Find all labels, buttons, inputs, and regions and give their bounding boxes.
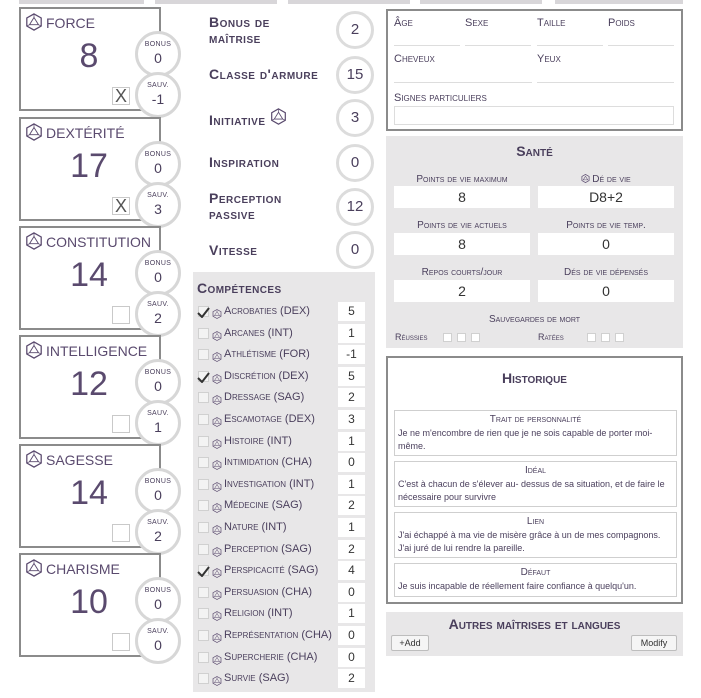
skill-row (193, 496, 375, 516)
stat-value[interactable]: 12 (336, 188, 374, 226)
save-value: 2 (154, 528, 162, 544)
save-label: SAUV. (147, 82, 169, 89)
poids-label: Poids (608, 17, 635, 29)
skill-value[interactable]: 1 (338, 324, 365, 343)
skill-proficiency-checkbox[interactable] (198, 392, 209, 403)
skill-row (193, 604, 375, 624)
ideal-card[interactable] (394, 461, 677, 507)
ability-name: CONSTITUTION (46, 234, 151, 250)
bonus-label: BONUS (144, 151, 172, 158)
skill-name: Escamotage (DEX) (224, 413, 315, 425)
skill-name: Athlétisme (FOR) (224, 348, 310, 361)
sexe-label: Sexe (465, 17, 489, 29)
lien-title: Lien (526, 516, 545, 527)
ability-name: INTELLIGENCE (46, 343, 148, 359)
ability-name: SAGESSE (46, 452, 113, 468)
stat-label: Bonus de maîtrise (209, 14, 270, 46)
skill-proficiency-checkbox[interactable] (198, 608, 209, 619)
skill-proficiency-checkbox[interactable] (198, 349, 209, 360)
taille-label: Taille (537, 17, 566, 29)
skill-row (193, 302, 375, 322)
d20-icon (212, 676, 222, 686)
save-value: 1 (154, 419, 162, 435)
d20-icon (25, 232, 43, 250)
pv-max-label: Points de vie maximum (416, 174, 508, 185)
bonus-value: 0 (154, 596, 162, 612)
skill-row (193, 410, 375, 430)
save-proficiency-checkbox[interactable] (112, 306, 130, 324)
skill-value[interactable]: 0 (338, 583, 365, 602)
tab-strip-2[interactable] (155, 0, 277, 4)
taille-field[interactable] (537, 45, 603, 46)
skill-proficiency-checkbox[interactable] (198, 328, 209, 339)
yeux-field[interactable] (537, 82, 674, 83)
save-proficiency-checkbox[interactable] (112, 415, 130, 433)
save-bubble (135, 618, 181, 664)
des-depenses-value[interactable]: 0 (538, 280, 674, 302)
save-bubble (135, 72, 181, 118)
skill-proficiency-checkbox[interactable] (198, 436, 209, 447)
sante-panel (386, 136, 683, 348)
success-checkbox-3[interactable] (471, 333, 480, 342)
stat-label: Classe d'armure (209, 66, 319, 82)
d20-icon (581, 174, 590, 183)
d20-icon (25, 341, 43, 359)
skills-panel (193, 272, 375, 692)
ability-score[interactable]: 8 (79, 37, 99, 75)
signes-label: Signes particuliers (394, 92, 487, 104)
skill-proficiency-checkbox[interactable] (198, 673, 209, 684)
tab-strip-3[interactable] (288, 0, 410, 4)
d20-icon (212, 503, 222, 513)
d20-icon (212, 374, 222, 384)
skill-name: Perception (SAG) (224, 542, 312, 555)
de-vie-label: Dé de vie (538, 174, 674, 185)
save-proficiency-checkbox[interactable] (112, 633, 130, 651)
skill-name: Persuasion (CHA) (224, 585, 313, 598)
skill-proficiency-checkbox[interactable] (198, 457, 209, 468)
skill-row (193, 648, 375, 668)
stat-label: Vitesse (209, 242, 258, 258)
skill-name: Nature (INT) (224, 521, 287, 533)
save-label: SAUV. (147, 519, 169, 526)
skill-value[interactable]: 1 (338, 604, 365, 623)
autres-panel (386, 612, 683, 656)
ability-score[interactable]: 14 (70, 474, 108, 512)
d20-icon (212, 482, 222, 492)
save-value: -1 (151, 91, 165, 107)
age-label: Âge (394, 17, 413, 29)
yeux-label: Yeux (537, 53, 561, 65)
bonus-bubble (135, 359, 181, 405)
save-label: SAUV. (147, 301, 169, 308)
ideal-title: Idéal (524, 465, 547, 476)
save-bubble (135, 291, 181, 337)
skill-name: Perspicacité (SAG) (224, 564, 319, 577)
death-saves-title: Sauvegardes de mort (488, 314, 581, 325)
skill-value[interactable]: 5 (338, 302, 365, 321)
skill-proficiency-checkbox[interactable] (198, 544, 209, 555)
pv-actuels-value[interactable]: 8 (394, 233, 530, 255)
skills-title: Compétences (197, 280, 282, 296)
stat-value[interactable]: 0 (336, 231, 374, 269)
skill-value[interactable]: 1 (338, 432, 365, 451)
skill-name: Discrétion (DEX) (224, 369, 309, 382)
skill-row (193, 475, 375, 495)
sante-title: Santé (516, 143, 553, 159)
bonus-value: 0 (154, 50, 162, 66)
save-label: SAUV. (147, 192, 169, 199)
d20-icon (212, 525, 222, 535)
save-bubble (135, 509, 181, 555)
defaut-title: Défaut (520, 567, 551, 578)
save-bubble (135, 400, 181, 446)
skill-value[interactable]: 4 (338, 561, 365, 580)
tab-strip-1[interactable] (19, 0, 144, 4)
bonus-bubble (135, 577, 181, 623)
autres-title: Autres maîtrises et langues (448, 616, 621, 632)
skill-proficiency-checkbox[interactable] (198, 500, 209, 511)
skill-value[interactable]: 2 (338, 540, 365, 559)
d20-icon (25, 559, 43, 577)
d20-icon (212, 460, 222, 470)
skill-name: Dressage (SAG) (224, 391, 305, 404)
save-label: SAUV. (147, 410, 169, 417)
d20-icon (212, 590, 222, 600)
bonus-label: BONUS (144, 478, 172, 485)
trait-card[interactable] (394, 410, 677, 456)
add-button[interactable]: +Add (391, 635, 429, 651)
d20-icon (212, 352, 222, 362)
save-bubble (135, 182, 181, 228)
repos-value[interactable]: 2 (394, 280, 530, 302)
skill-row (193, 324, 375, 344)
historique-title: Historique (502, 370, 567, 386)
skill-name: Représentation (CHA) (224, 629, 332, 641)
skill-value[interactable]: 2 (338, 496, 365, 515)
skill-value[interactable]: 0 (338, 648, 365, 667)
failure-checkbox-3[interactable] (615, 333, 624, 342)
lien-text: J'ai échappé à ma vie de misère grâce à un de mes compagnons. J'ai juré de lui rendre la pareille. (398, 530, 661, 553)
skill-name: Religion (INT) (224, 607, 293, 620)
checkmark-icon (197, 566, 210, 577)
skill-name: Survie (SAG) (224, 672, 290, 685)
reussies-label: Réussies (395, 332, 428, 342)
save-value: 3 (154, 201, 162, 217)
d20-icon (212, 611, 222, 621)
bonus-label: BONUS (144, 260, 172, 267)
tab-strip-5[interactable] (555, 0, 683, 4)
defaut-card[interactable] (394, 563, 677, 597)
skill-name: Arcanes (INT) (224, 326, 293, 339)
skill-proficiency-checkbox[interactable] (198, 414, 209, 425)
success-checkbox-1[interactable] (443, 333, 452, 342)
ability-score[interactable]: 17 (70, 147, 108, 185)
d20-icon (212, 568, 222, 578)
skill-row (193, 367, 375, 387)
trait-title: Trait de personnalité (489, 414, 582, 425)
checkmark-icon (197, 307, 210, 318)
bonus-label: BONUS (144, 587, 172, 594)
skill-value[interactable]: -1 (338, 345, 365, 364)
skill-name: Investigation (INT) (224, 477, 315, 490)
stat-label: Perception passive (209, 190, 282, 222)
stat-label: Inspiration (209, 154, 280, 170)
skill-proficiency-checkbox[interactable] (198, 630, 209, 641)
skill-proficiency-checkbox[interactable] (198, 565, 209, 576)
d20-icon (212, 395, 222, 405)
modify-button[interactable]: Modify (631, 635, 677, 651)
signes-field[interactable] (394, 106, 674, 125)
bonus-label: BONUS (144, 41, 172, 48)
age-field[interactable] (394, 45, 460, 46)
failure-checkbox-1[interactable] (587, 333, 596, 342)
skill-value[interactable]: 1 (338, 518, 365, 537)
defaut-text: Je suis incapable de réellement faire confiance à quelqu'un. (398, 581, 637, 591)
pv-temp-value[interactable]: 0 (538, 233, 674, 255)
bonus-bubble (135, 250, 181, 296)
skill-row (193, 626, 375, 646)
sexe-field[interactable] (465, 45, 531, 46)
d20-icon (212, 417, 222, 427)
save-label: SAUV. (147, 628, 169, 635)
save-proficiency-checkbox[interactable]: X (112, 87, 130, 105)
save-value: 2 (154, 310, 162, 326)
skill-value[interactable]: 0 (338, 453, 365, 472)
skill-row (193, 540, 375, 560)
d20-icon (212, 547, 222, 557)
skill-row (193, 561, 375, 581)
cheveux-label: Cheveux (394, 53, 435, 65)
stat-value[interactable]: 15 (336, 56, 374, 94)
skill-name: Médecine (SAG) (224, 499, 303, 512)
bonus-bubble (135, 468, 181, 514)
historique-panel (386, 356, 683, 604)
bonus-bubble (135, 141, 181, 187)
bonus-bubble (135, 31, 181, 77)
pv-actuels-label: Points de vie actuels (417, 220, 507, 231)
d20-icon (25, 123, 43, 141)
ability-name: FORCE (46, 15, 95, 31)
lien-card[interactable] (394, 512, 677, 558)
ability-name: DEXTÉRITÉ (46, 125, 125, 141)
stat-value[interactable]: 2 (336, 11, 374, 49)
d20-icon (25, 450, 43, 468)
stat-value[interactable]: 3 (336, 99, 374, 137)
skill-proficiency-checkbox[interactable] (198, 522, 209, 533)
poids-field[interactable] (608, 45, 674, 46)
skill-name: Supercherie (CHA) (224, 650, 318, 663)
skill-value[interactable]: 1 (338, 475, 365, 494)
trait-text: Je ne m'encombre de rien que je ne sois capable de porter moi-même. (398, 428, 653, 451)
stat-label: Initiative (209, 108, 287, 128)
save-proficiency-checkbox[interactable]: X (112, 197, 130, 215)
ability-name: CHARISME (46, 561, 120, 577)
skill-value[interactable]: 3 (338, 410, 365, 429)
ideal-text: C'est à chacun de s'élever au- dessus de sa situation, et de faire le nécessaire pour survivre (398, 479, 665, 502)
ability-score[interactable]: 10 (70, 583, 108, 621)
skill-name: Histoire (INT) (224, 434, 292, 447)
tab-strip-4[interactable] (420, 0, 542, 4)
d20-icon (212, 309, 222, 319)
des-depenses-label: Dés de vie dépensés (563, 267, 649, 278)
d20-icon (270, 108, 287, 125)
failure-checkbox-2[interactable] (601, 333, 610, 342)
ratees-label: Ratées (538, 332, 564, 342)
skill-row (193, 388, 375, 408)
cheveux-field[interactable] (394, 82, 532, 83)
bonus-value: 0 (154, 378, 162, 394)
skill-row (193, 583, 375, 603)
skill-value[interactable]: 0 (338, 626, 365, 645)
repos-label: Repos courts/jour (421, 267, 503, 278)
skill-row (193, 669, 375, 689)
skill-value[interactable]: 2 (338, 388, 365, 407)
d20-icon (212, 331, 222, 341)
skill-value[interactable]: 5 (338, 367, 365, 386)
pv-temp-label: Points de vie temp. (566, 220, 646, 231)
save-value: 0 (154, 637, 162, 653)
skill-value[interactable]: 2 (338, 669, 365, 688)
skill-row (193, 453, 375, 473)
bonus-value: 0 (154, 160, 162, 176)
stat-value[interactable]: 0 (336, 144, 374, 182)
skill-row (193, 432, 375, 452)
d20-icon (212, 655, 222, 665)
d20-icon (25, 13, 43, 31)
de-vie-value[interactable]: D8+2 (538, 186, 674, 208)
ability-score[interactable]: 12 (70, 365, 108, 403)
ability-score[interactable]: 14 (70, 256, 108, 294)
skill-proficiency-checkbox[interactable] (198, 652, 209, 663)
d20-icon (212, 439, 222, 449)
skill-proficiency-checkbox[interactable] (198, 371, 209, 382)
bonus-value: 0 (154, 269, 162, 285)
d20-icon (212, 633, 222, 643)
bonus-value: 0 (154, 487, 162, 503)
pv-max-value[interactable]: 8 (394, 186, 530, 208)
save-proficiency-checkbox[interactable] (112, 524, 130, 542)
skill-name: Intimidation (CHA) (224, 456, 313, 469)
skill-name: Acrobaties (DEX) (224, 305, 310, 317)
skill-row (193, 345, 375, 365)
bonus-label: BONUS (144, 369, 172, 376)
skill-proficiency-checkbox[interactable] (198, 587, 209, 598)
success-checkbox-2[interactable] (457, 333, 466, 342)
skill-proficiency-checkbox[interactable] (198, 479, 209, 490)
identity-panel (386, 9, 683, 131)
skill-proficiency-checkbox[interactable] (198, 306, 209, 317)
checkmark-icon (197, 372, 210, 383)
skill-row (193, 518, 375, 538)
